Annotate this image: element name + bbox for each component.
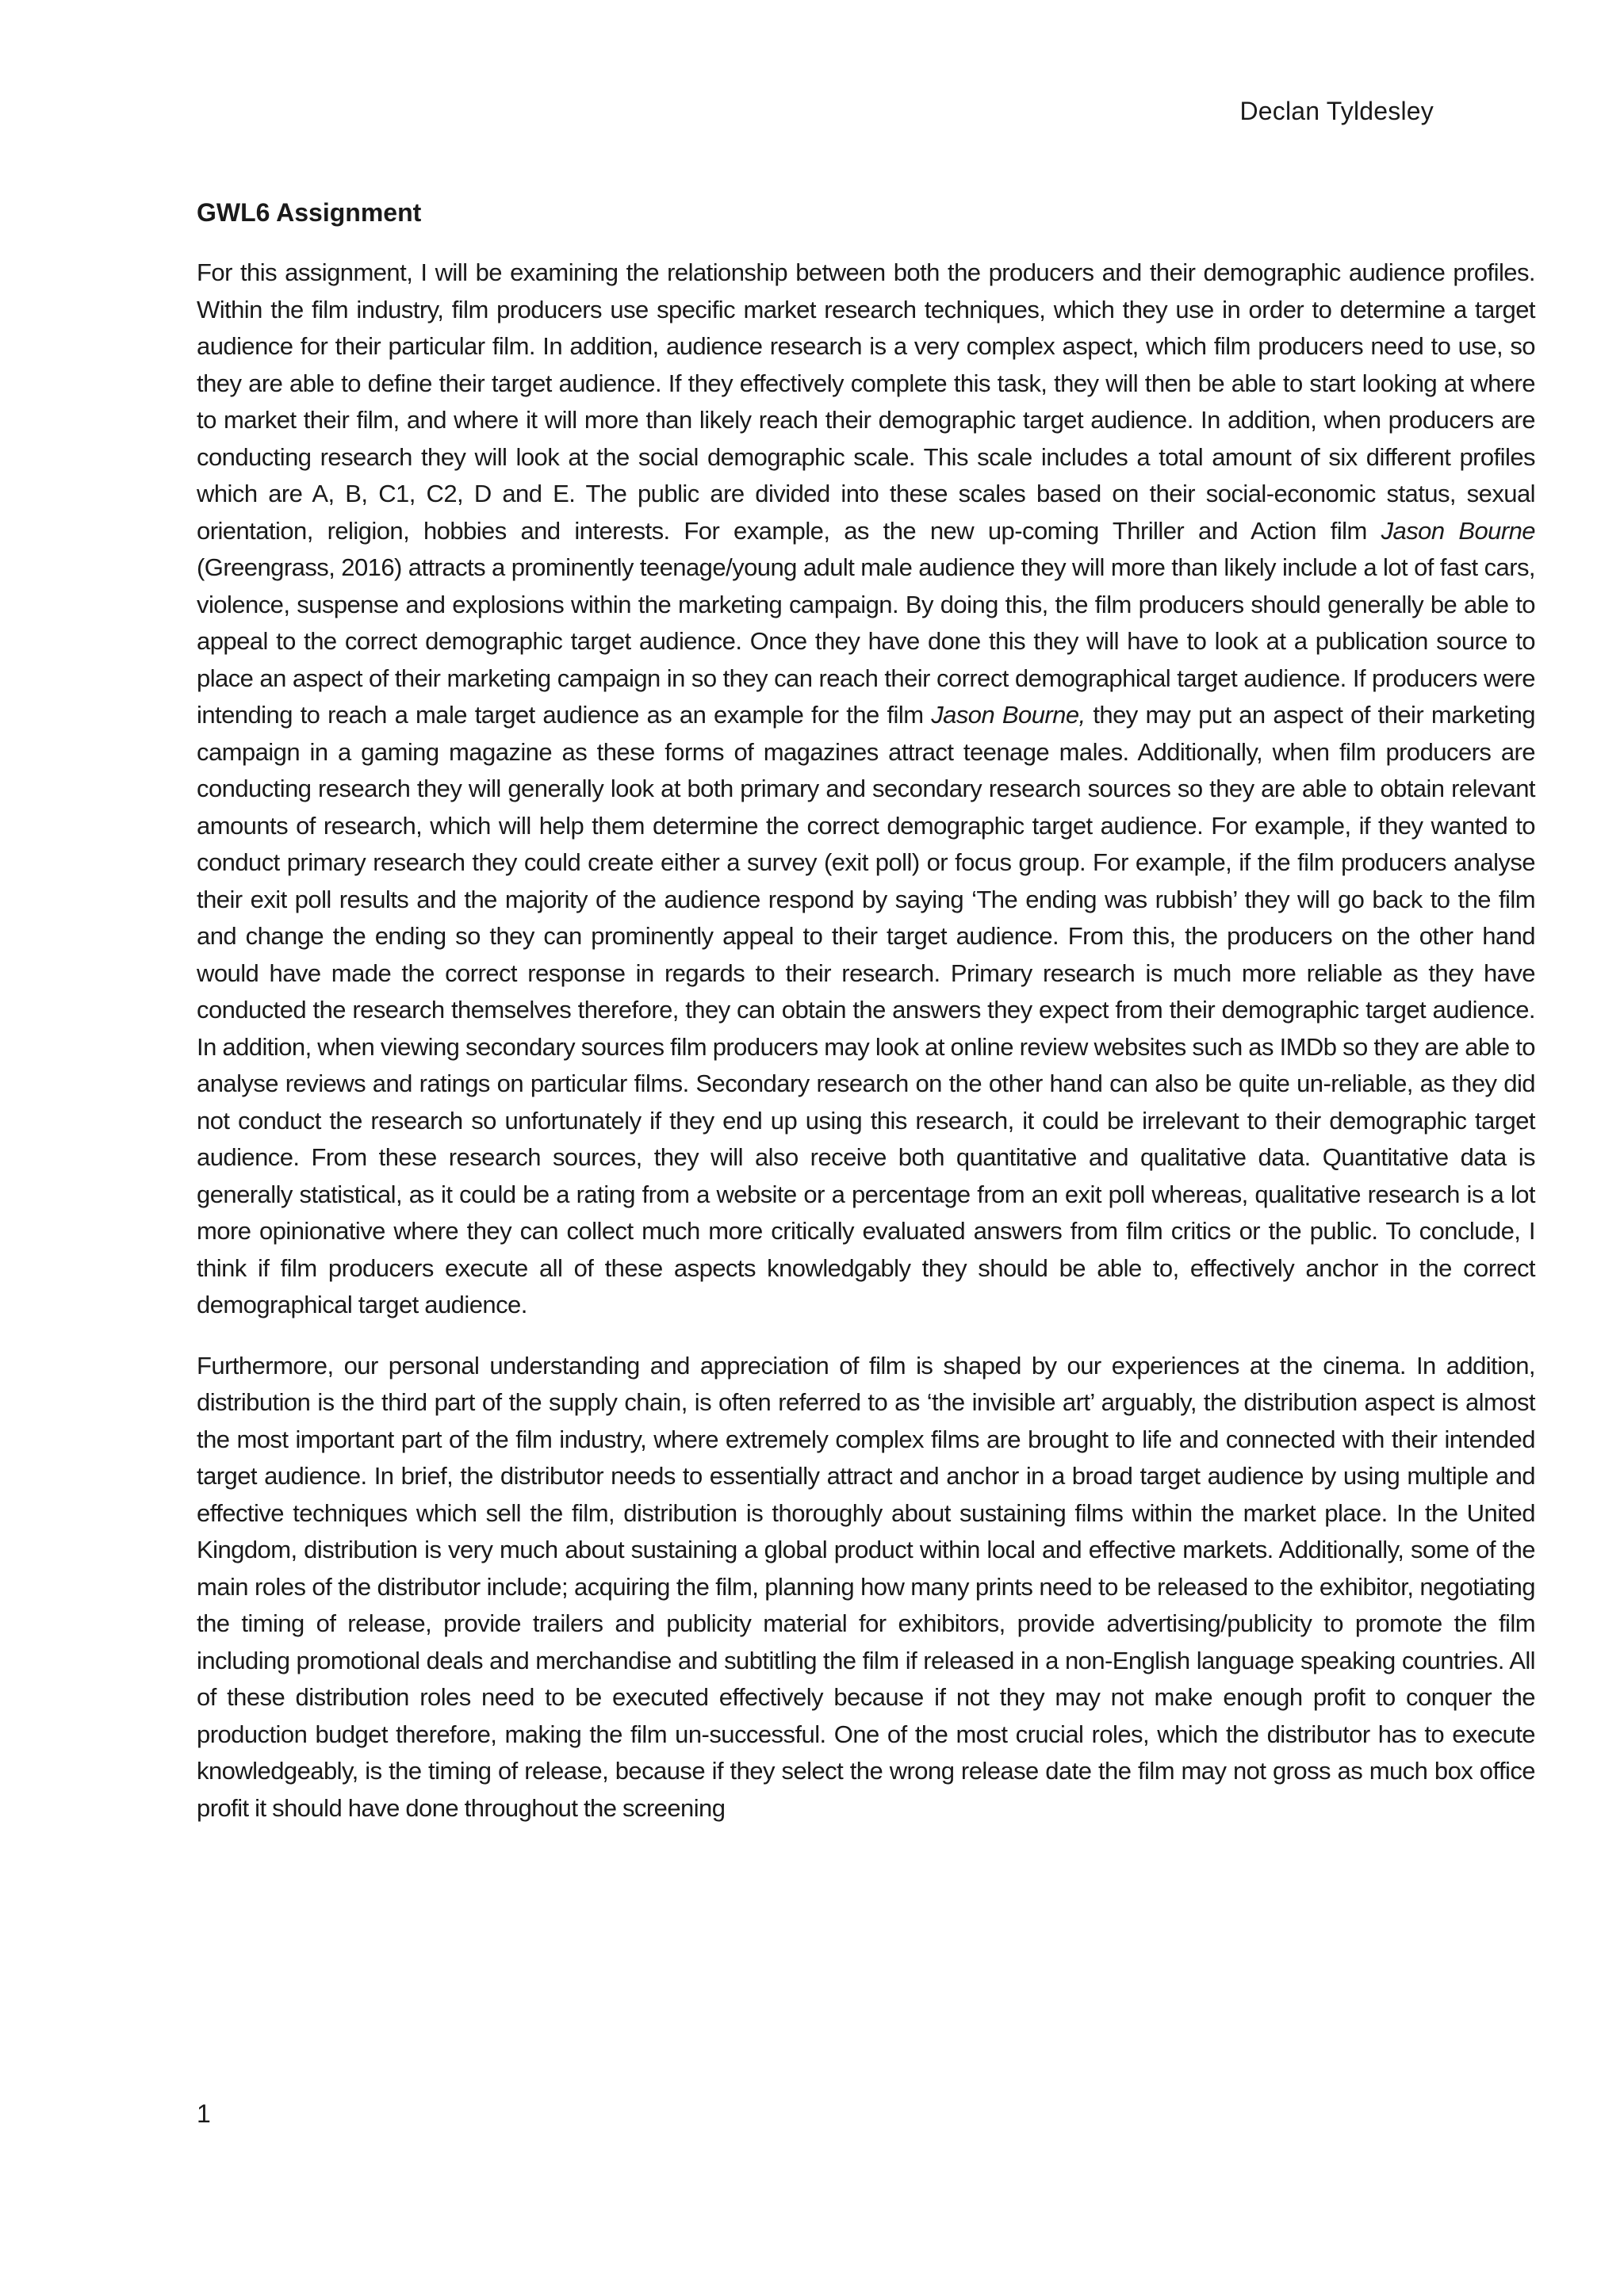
document-title: GWL6 Assignment [197, 198, 422, 227]
paragraph-audience-research [197, 254, 1535, 1324]
document-body [197, 198, 1535, 1850]
author-name: Declan Tyldesley [1239, 97, 1434, 125]
paragraph-text: they may put an aspect of their marketing campaign in a gaming magazine as these forms of magazines attract teenage males. Additionally, when film producers are conducting research they will generally look at both primary and secondary research sources so they are able to obtain relevant amounts of research, which will help them determine the correct demographic target audience. For example, if they wanted to conduct primary research they could create either a survey (exit poll) or focus group. For example, if the film producers analyse their exit poll results and the majority of the audience respond by saying ‘The ending was rubbish’ they will go back to the film and change the ending so they can prominently appeal to their target audience. From this, the producers on the other hand would have made the correct response in regards to their research. Primary research is much more reliable as they have conducted the research themselves therefore, they can obtain the answers they expect from their demographic target audience. In addition, when viewing secondary sources film producers may look at online review websites such as IMDb so they are able to analyse reviews and ratings on particular films. Secondary research on the other hand can also be quite un-reliable, as they did not conduct the research so unfortunately if they end up using this research, it could be irrelevant to their demographic target audience. From these research sources, they will also receive both quantitative and qualitative data. Quantitative data is generally statistical, as it could be a rating from a website or a percentage from an exit poll whereas, qualitative research is a lot more opinionative where they can collect much more critically evaluated answers from film critics or the public. To conclude, I think if film producers execute all of these aspects knowledgably they should be able to, effectively anchor in the correct demographical target audience. [197, 701, 1535, 1318]
film-title-italic: Jason Bourne [1381, 516, 1535, 545]
paragraph-text: For this assignment, I will be examining the relationship between both the producers and their demographic audience profiles. Within the film industry, film producers use specific market research techniques, which they use in order to determine a target audience for their particular film. In addition, audience research is a very complex aspect, which film producers need to use, so they are able to define their target audience. If they effectively complete this task, they will then be able to start looking at where to market their film, and where it will more than likely reach their demographic target audience. In addition, when producers are conducting research they will look at the social demographic scale. This scale includes a total amount of six different profiles which are A, B, C1, C2, D and E. The public are divided into these scales based on their social-economic status, sexual orientation, religion, hobbies and interests. For example, as the new up-coming Thriller and Action film [197, 258, 1535, 545]
page-number: 1 [197, 2099, 211, 2128]
paragraph-text: (Greengrass, 2016) attracts a prominently teenage/young adult male audience they will more than likely include a lot of fast cars, violence, suspense and explosions within the marketing campaign. By doing this, the film producers should generally be able to appeal to the correct demographic target audience. Once they have done this they will have to look at a publication source to place an aspect of their marketing campaign in so they can reach their correct demographical target audience. If producers were intending to reach a male target audience as an example for the film [197, 553, 1535, 729]
paragraph-distribution: Furthermore, our personal understanding and appreciation of film is shaped by our experiences at the cinema. In addition, distribution is the third part of the supply chain, is often referred to as ‘the invisible art’ arguably, the distribution aspect is almost the most important part of the film industry, where extremely complex films are brought to life and connected with their intended target audience. In brief, the distributor needs to essentially attract and anchor in a broad target audience by using multiple and effective techniques which sell the film, distribution is thoroughly about sustaining films within the market place. In the United Kingdom, distribution is very much about sustaining a global product within local and effective markets. Additionally, some of the main roles of the distributor include; acquiring the film, planning how many prints need to be released to the exhibitor, negotiating the timing of release, provide trailers and publicity material for exhibitors, provide advertising/publicity to promote the film including promotional deals and merchandise and subtitling the film if released in a non-English language speaking countries. All of these distribution roles need to be executed effectively because if not they may not make enough profit to conquer the production budget therefore, making the film un-successful. One of the most crucial roles, which the distributor has to execute knowledgeably, is the timing of release, because if they select the wrong release date the film may not gross as much box office profit it should have done throughout the screening [197, 1351, 1535, 1822]
film-title-italic: Jason Bourne, [931, 701, 1086, 729]
